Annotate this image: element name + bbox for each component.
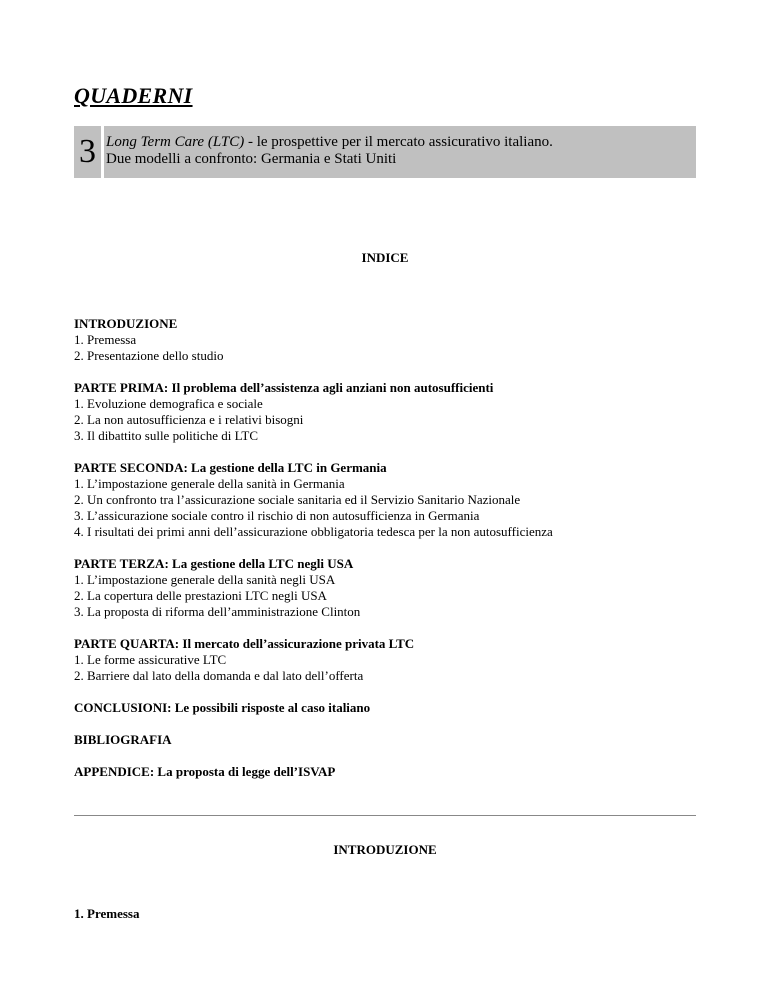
toc-section-title[interactable]: APPENDICE: La proposta di legge dell’ISVAP [74, 764, 336, 779]
subtitle-rest: - le prospettive per il mercato assicurativo italiano. [244, 134, 553, 150]
toc-item[interactable]: 1. L’impostazione generale della sanità in Germania [74, 476, 345, 491]
toc-item[interactable]: 3. Il dibattito sulle politiche di LTC [74, 428, 259, 443]
subtitle-line2: Due modelli a confronto: Germania e Stati Uniti [106, 151, 397, 167]
index-heading: INDICE [361, 250, 409, 265]
toc-item[interactable]: 1. Premessa [74, 332, 137, 347]
toc-section [74, 316, 696, 364]
toc-section-title[interactable]: INTRODUZIONE [74, 316, 178, 331]
toc-item[interactable]: 2. Presentazione dello studio [74, 348, 224, 363]
issue-subtitle [104, 126, 696, 178]
toc-item[interactable]: 1. Evoluzione demografica e sociale [74, 396, 263, 411]
introduction-heading: INTRODUZIONE [333, 842, 437, 857]
section-divider [74, 815, 696, 816]
toc-item[interactable]: 2. La copertura delle prestazioni LTC negli USA [74, 588, 327, 603]
toc-section-title[interactable]: CONCLUSIONI: Le possibili risposte al caso italiano [74, 700, 371, 715]
toc-item[interactable]: 3. La proposta di riforma dell’amministrazione Clinton [74, 604, 361, 619]
table-of-contents [74, 316, 696, 796]
issue-number: 3 [74, 126, 101, 178]
toc-section-title[interactable]: PARTE TERZA: La gestione della LTC negli USA [74, 556, 354, 571]
toc-section-title[interactable]: PARTE QUARTA: Il mercato dell’assicurazione privata LTC [74, 636, 415, 651]
toc-section [74, 460, 696, 540]
toc-section [74, 556, 696, 620]
toc-section [74, 764, 696, 780]
toc-section [74, 636, 696, 684]
toc-item[interactable]: 2. La non autosufficienza e i relativi bisogni [74, 412, 304, 427]
toc-section-title[interactable]: BIBLIOGRAFIA [74, 732, 172, 747]
subtitle-italic: Long Term Care (LTC) [106, 134, 245, 150]
toc-item[interactable]: 2. Un confronto tra l’assicurazione sociale sanitaria ed il Servizio Sanitario Nazionale [74, 492, 521, 507]
title-banner [74, 126, 696, 178]
toc-section-title[interactable]: PARTE SECONDA: La gestione della LTC in Germania [74, 460, 387, 475]
toc-section-title[interactable]: PARTE PRIMA: Il problema dell’assistenza agli anziani non autosufficienti [74, 380, 494, 395]
toc-item[interactable]: 3. L’assicurazione sociale contro il rischio di non autosufficienza in Germania [74, 508, 480, 523]
toc-section [74, 380, 696, 444]
series-title: QUADERNI [74, 83, 193, 108]
toc-section [74, 700, 696, 716]
premessa-heading: 1. Premessa [74, 906, 140, 921]
toc-item[interactable]: 2. Barriere dal lato della domanda e dal lato dell’offerta [74, 668, 364, 683]
toc-item[interactable]: 4. I risultati dei primi anni dell’assicurazione obbligatoria tedesca per la non autosufficienza [74, 524, 553, 539]
toc-section [74, 732, 696, 748]
toc-item[interactable]: 1. L’impostazione generale della sanità negli USA [74, 572, 336, 587]
toc-item[interactable]: 1. Le forme assicurative LTC [74, 652, 227, 667]
